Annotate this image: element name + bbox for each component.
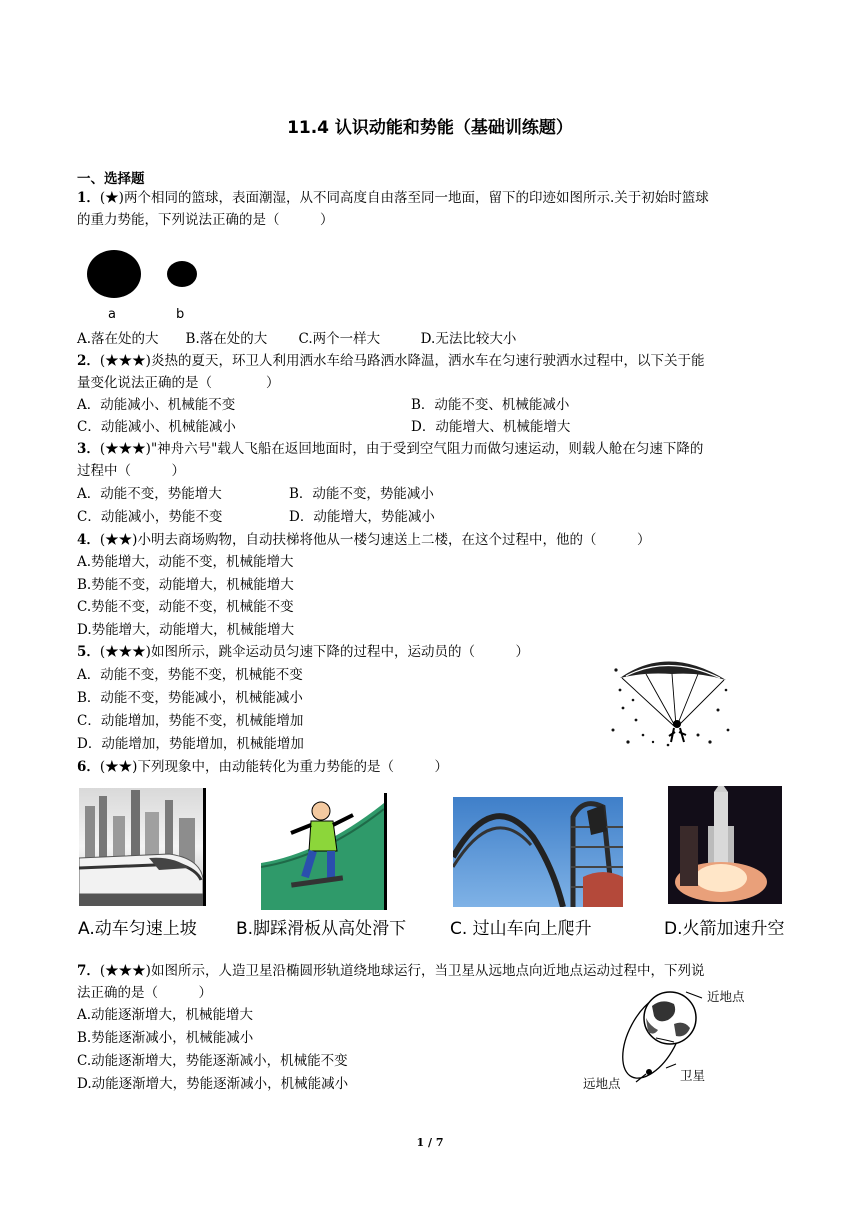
- imprint-a: [87, 250, 141, 298]
- parachutist-figure: [608, 650, 736, 750]
- basketball-imprints-figure: [80, 244, 230, 328]
- question-2-option-d: D．动能增大、机械能增大: [411, 419, 571, 435]
- question-4-option-b: B.势能不变，动能增大，机械能增大: [77, 577, 294, 593]
- label-b: b: [176, 307, 185, 322]
- question-7-line-2: 法正确的是（ ）: [77, 985, 212, 1001]
- question-3-option-c: C．动能减小，势能不变: [77, 509, 223, 525]
- question-7-line-1: 7．(★★★)如图所示，人造卫星沿椭圆形轨道绕地球运行，当卫星从远地点向近地点运动过程中，下列说: [77, 963, 705, 979]
- question-7-option-c: C.动能逐渐增大，势能逐渐减小，机械能不变: [77, 1053, 348, 1069]
- caption-b: B.脚踩滑板从高处滑下: [236, 919, 407, 939]
- question-7-option-a: A.动能逐渐增大，机械能增大: [77, 1007, 254, 1023]
- question-5-option-d: D．动能增加，势能增加，机械能增加: [77, 736, 304, 752]
- question-5-option-c: C．动能增加，势能不变，机械能增加: [77, 713, 304, 729]
- question-2-line-2: 量变化说法正确的是（ ）: [77, 375, 280, 391]
- question-2-option-a: A．动能减小、机械能不变: [77, 397, 236, 413]
- question-2-option-c: C．动能减小、机械能减小: [77, 419, 236, 435]
- question-3-option-b: B．动能不变，势能减小: [289, 486, 434, 502]
- question-1-options: A.落在处的大 B.落在处的大 C.两个一样大 D.无法比较大小: [77, 331, 517, 347]
- question-3-option-a: A．动能不变，势能增大: [77, 486, 222, 502]
- question-6-line-1: 6．(★★)下列现象中，由动能转化为重力势能的是（ ）: [77, 759, 448, 775]
- question-4-line-1: 4．(★★)小明去商场购物，自动扶梯将他从一楼匀速送上二楼，在这个过程中，他的（ ）: [77, 532, 651, 548]
- page-number: 1 / 7: [416, 1136, 444, 1149]
- page-title: 11.4 认识动能和势能（基础训练题）: [287, 118, 573, 138]
- question-3-option-d: D．动能增大，势能减小: [289, 509, 435, 525]
- label-satellite: 卫星: [680, 1068, 706, 1083]
- photo-rocket: [668, 786, 782, 904]
- question-5-line-1: 5．(★★★)如图所示，跳伞运动员匀速下降的过程中，运动员的（ ）: [77, 644, 529, 660]
- photo-train: [79, 788, 206, 906]
- question-3-line-1: 3．(★★★)"神舟六号"载人飞船在返回地面时，由于受到空气阻力而做匀速运动，则载人舱在匀速下降的: [77, 441, 704, 457]
- satellite-icon: [646, 1069, 652, 1075]
- label-near-point: 近地点: [707, 989, 745, 1004]
- question-1-line-2: 的重力势能，下列说法正确的是（ ）: [77, 212, 334, 228]
- question-5-option-a: A．动能不变，势能不变，机械能不变: [77, 667, 303, 683]
- caption-d: D.火箭加速升空: [664, 919, 785, 939]
- question-4-option-c: C.势能不变，动能不变，机械能不变: [77, 599, 294, 615]
- question-4-option-d: D.势能增大，动能增大，机械能增大: [77, 622, 295, 638]
- question-7-option-b: B.势能逐渐减小，机械能减小: [77, 1030, 254, 1046]
- photo-roller-coaster: [453, 797, 623, 907]
- imprint-b: [167, 261, 197, 287]
- section-heading: 一、选择题: [77, 171, 145, 187]
- caption-c: C. 过山车向上爬升: [450, 919, 592, 939]
- caption-a: A.动车匀速上坡: [78, 919, 197, 939]
- label-a: a: [108, 307, 116, 322]
- question-2-option-b: B．动能不变、机械能减小: [411, 397, 570, 413]
- question-1-line-1: 1．(★)两个相同的篮球，表面潮湿，从不同高度自由落至同一地面，留下的印迹如图所示.关于初始时篮球: [77, 190, 709, 206]
- question-3-line-2: 过程中（ ）: [77, 463, 185, 479]
- question-7-option-d: D.动能逐渐增大，势能逐渐减小，机械能减小: [77, 1076, 349, 1092]
- photo-skateboard: [261, 793, 387, 910]
- label-far-point: 远地点: [583, 1076, 621, 1091]
- question-4-option-a: A.势能增大，动能不变，机械能增大: [77, 554, 294, 570]
- question-2-line-1: 2．(★★★)炎热的夏天，环卫人利用洒水车给马路洒水降温，洒水车在匀速行驶洒水过程中，以下关于能: [77, 353, 705, 369]
- question-5-option-b: B．动能不变，势能减小，机械能减小: [77, 690, 303, 706]
